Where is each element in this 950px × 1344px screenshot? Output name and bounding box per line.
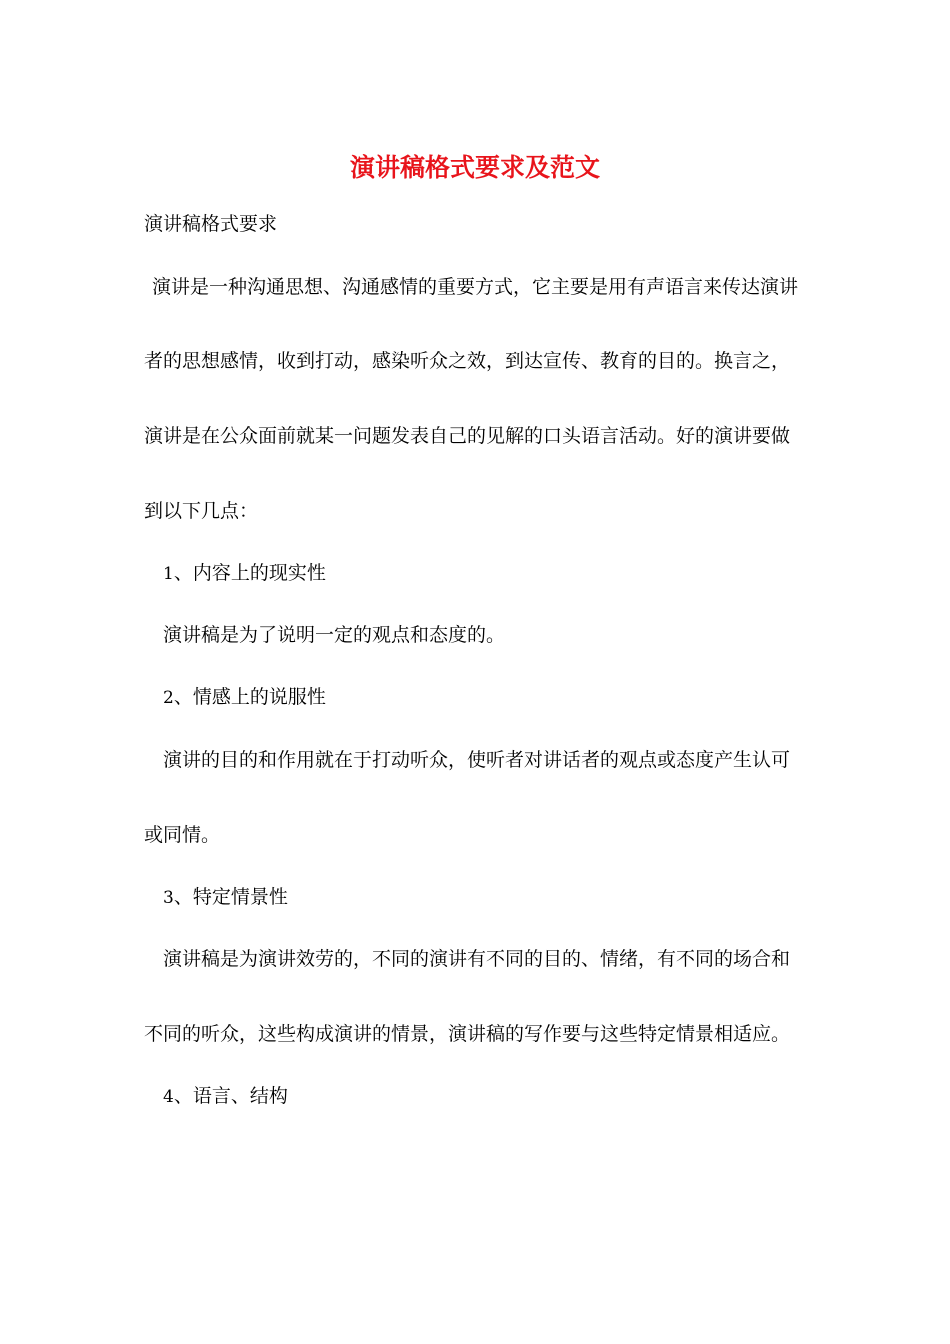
list-item-separator: 、 <box>173 886 193 908</box>
list-item-body-2-line-2: 或同情。 <box>144 824 221 846</box>
list-item-heading-3 <box>163 884 288 911</box>
list-item-separator: 、 <box>173 1085 193 1107</box>
list-item-body-3-line-2: 不同的听众，这些构成演讲的情景，演讲稿的写作要与这些特定情景相适应。 <box>144 1023 791 1045</box>
list-item-number: 4 <box>163 1087 174 1107</box>
list-item-number: 3 <box>163 888 174 908</box>
list-item-body-2-line-1: 演讲的目的和作用就在于打动听众，使听者对讲话者的观点或态度产生认可 <box>163 749 791 771</box>
intro-line-4: 到以下几点： <box>144 500 259 522</box>
list-item-title: 语言、结构 <box>192 1085 288 1107</box>
list-item-title: 内容上的现实性 <box>192 562 326 584</box>
list-item-title: 情感上的说服性 <box>192 686 326 708</box>
intro-line-2: 者的思想感情，收到打动，感染听众之效，到达宣传、教育的目的。换言之， <box>144 350 791 372</box>
list-item-heading-2 <box>163 684 326 711</box>
section-heading: 演讲稿格式要求 <box>144 213 278 235</box>
intro-line-3: 演讲是在公众面前就某一问题发表自己的见解的口头语言活动。好的演讲要做 <box>144 425 791 447</box>
intro-line-1: 演讲是一种沟通思想、沟通感情的重要方式，它主要是用有声语言来传达演讲 <box>152 276 799 298</box>
list-item-body-1-line-1: 演讲稿是为了说明一定的观点和态度的。 <box>163 624 506 646</box>
list-item-body-3-line-1: 演讲稿是为演讲效劳的，不同的演讲有不同的目的、情绪，有不同的场合和 <box>163 948 791 970</box>
document-title: 演讲稿格式要求及范文 <box>349 153 600 182</box>
list-item-separator: 、 <box>173 562 193 584</box>
list-item-heading-1 <box>163 560 326 587</box>
list-item-heading-4 <box>163 1083 288 1110</box>
list-item-number: 2 <box>163 688 174 708</box>
list-item-title: 特定情景性 <box>192 886 288 908</box>
list-item-separator: 、 <box>173 686 193 708</box>
list-item-number: 1 <box>163 564 174 584</box>
